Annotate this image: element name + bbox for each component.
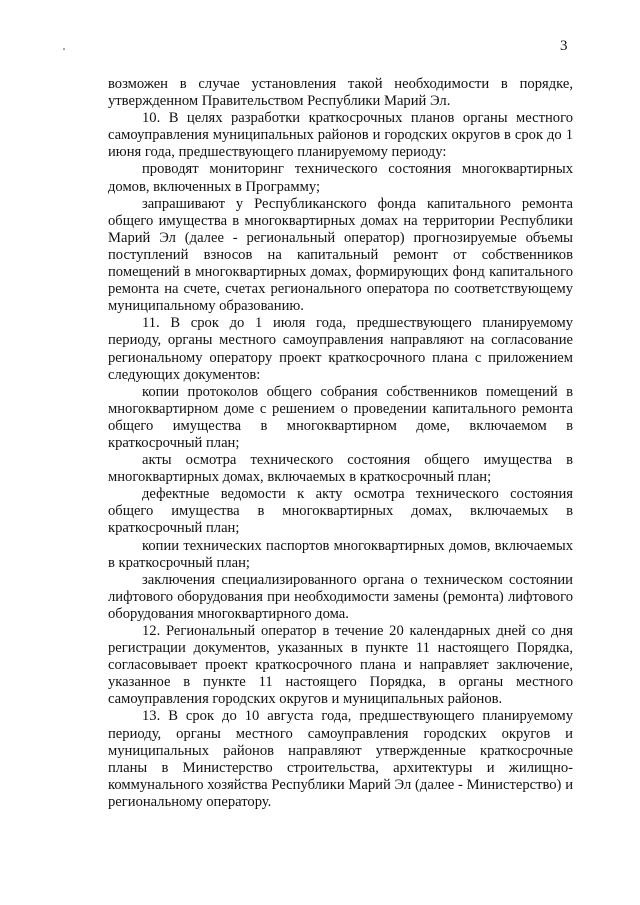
paragraph-item-12: 12. Региональный оператор в течение 20 календарных дней со дня регистрации документов, указанных в пункте 11 настоящего Порядка, согласовывает проект краткосрочного плана и направляет заключение, указанное в пункте 11 настоящего Порядка, в органы местного самоуправления городских округов и муниципальных районов.: [108, 623, 573, 708]
document-body: [108, 76, 573, 811]
paragraph-request-forecast: запрашивают у Республиканского фонда капитального ремонта общего имущества в многоквартирных домах на территории Республики Марий Эл (далее - региональный оператор) прогнозируемые объемы поступлений взносов на капитальный ремонт от собственников помещений в многоквартирных домах, формирующих фонд капитального ремонта на счете, счетах регионального оператора по соответствующему муниципальному образованию.: [108, 195, 573, 315]
paragraph-item-10: 10. В целях разработки краткосрочных планов органы местного самоуправления муниципальных районов и городских округов в срок до 1 июня года, предшествующего планируемому периоду:: [108, 110, 573, 161]
paragraph-meeting-protocols: копии протоколов общего собрания собственников помещений в многоквартирном доме с решением о проведении капитального ремонта общего имущества в многоквартирном доме, включаемом в краткосрочный план;: [108, 383, 573, 451]
page-number: 3: [560, 38, 568, 54]
paragraph-continuation: возможен в случае установления такой необходимости в порядке, утвержденном Правительством Республики Марий Эл.: [108, 76, 573, 110]
paragraph-item-13: 13. В срок до 10 августа года, предшествующего планируемому периоду, органы местного самоуправления городских округов и муниципальных районов направляют утвержденные краткосрочные планы в Министерство строительства, архитектуры и жилищно-коммунального хозяйства Республики Марий Эл (далее - Министерство) и региональному оператору.: [108, 708, 573, 810]
paragraph-technical-passports: копии технических паспортов многоквартирных домов, включаемых в краткосрочный план;: [108, 537, 573, 571]
paragraph-elevator-conclusions: заключения специализированного органа о техническом состоянии лифтового оборудования при необходимости замены (ремонта) лифтового оборудования многоквартирного дома.: [108, 571, 573, 622]
paragraph-item-11: 11. В срок до 1 июля года, предшествующего планируемому периоду, органы местного самоуправления направляют на согласование региональному оператору проект краткосрочного плана с приложением следующих документов:: [108, 315, 573, 383]
scan-speck: [63, 48, 65, 50]
paragraph-defect-statements: дефектные ведомости к акту осмотра технического состояния общего имущества в многоквартирных домах, включаемых в краткосрочный план;: [108, 486, 573, 537]
paragraph-monitoring: проводят мониторинг технического состояния многоквартирных домов, включенных в Программу;: [108, 161, 573, 195]
paragraph-inspection-acts: акты осмотра технического состояния общего имущества в многоквартирных домах, включаемых в краткосрочный план;: [108, 452, 573, 486]
